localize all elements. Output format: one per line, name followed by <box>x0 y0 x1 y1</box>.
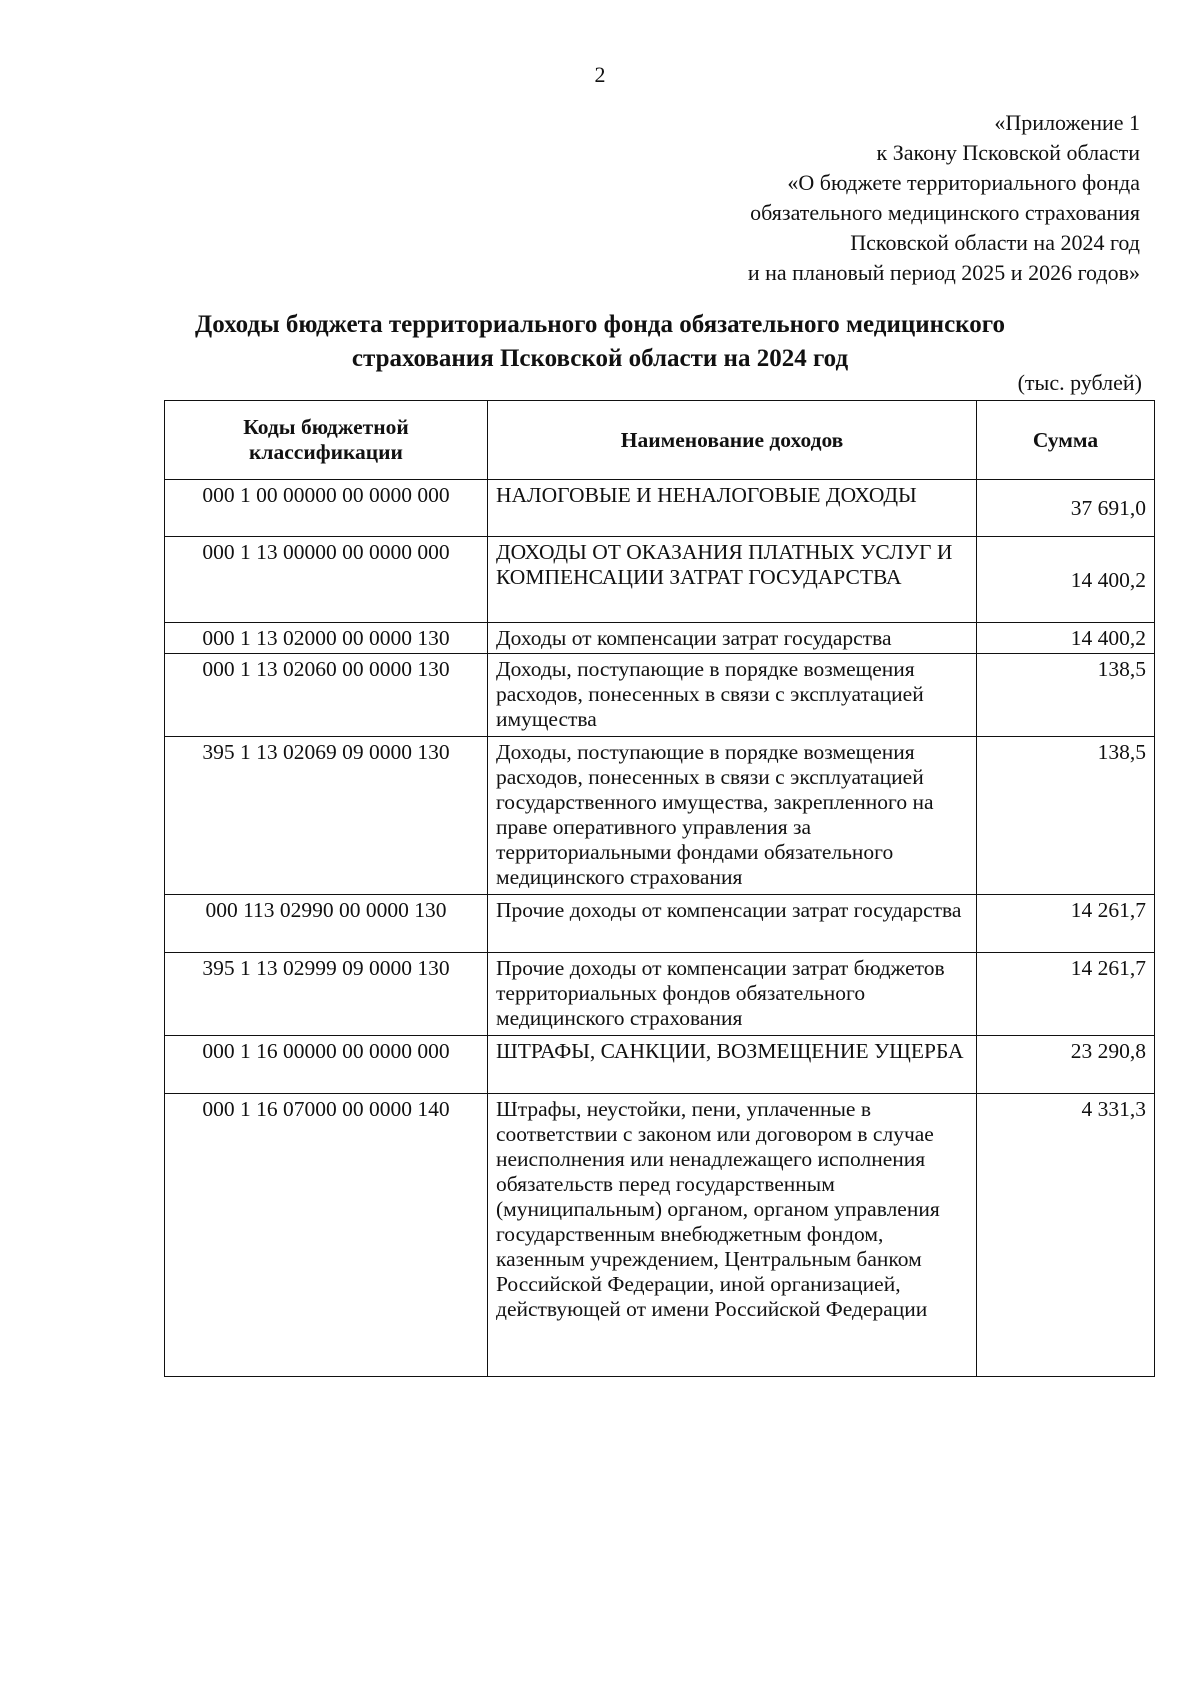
table-row <box>165 737 1155 895</box>
row-name: НАЛОГОВЫЕ И НЕНАЛОГОВЫЕ ДОХОДЫ <box>488 480 977 537</box>
row-sum: 14 261,7 <box>977 953 1155 1036</box>
table-row <box>165 895 1155 953</box>
title-line: Доходы бюджета территориального фонда обязательного медицинского <box>195 311 1005 338</box>
row-sum: 138,5 <box>977 654 1155 737</box>
row-name: ШТРАФЫ, САНКЦИИ, ВОЗМЕЩЕНИЕ УЩЕРБА <box>488 1036 977 1094</box>
row-code: 000 1 16 00000 00 0000 000 <box>165 1036 488 1094</box>
row-code: 000 1 13 02000 00 0000 130 <box>165 623 488 654</box>
row-sum: 138,5 <box>977 737 1155 895</box>
appendix-line: обязательного медицинского страхования <box>750 200 1140 225</box>
row-sum: 4 331,3 <box>977 1094 1155 1377</box>
page-number: 2 <box>594 62 606 87</box>
appendix-line: «О бюджете территориального фонда <box>787 170 1140 195</box>
row-code: 000 1 13 02060 00 0000 130 <box>165 654 488 737</box>
table-header-row <box>165 401 1155 480</box>
row-sum: 14 400,2 <box>977 623 1155 654</box>
table-row <box>165 953 1155 1036</box>
table-row <box>165 1036 1155 1094</box>
row-name: Доходы, поступающие в порядке возмещения расходов, понесенных в связи с эксплуатацией имущества <box>488 654 977 737</box>
document-title <box>120 308 1080 376</box>
row-sum: 14 261,7 <box>977 895 1155 953</box>
units-label: (тыс. рублей) <box>1017 370 1142 395</box>
row-code: 395 1 13 02999 09 0000 130 <box>165 953 488 1036</box>
table-row <box>165 480 1155 537</box>
row-name: ДОХОДЫ ОТ ОКАЗАНИЯ ПЛАТНЫХ УСЛУГ И КОМПЕНСАЦИИ ЗАТРАТ ГОСУДАРСТВА <box>488 537 977 623</box>
title-line: страхования Псковской области на 2024 год <box>351 345 849 372</box>
row-sum: 23 290,8 <box>977 1036 1155 1094</box>
header-code: Коды бюджетной классификации <box>165 401 488 480</box>
row-name: Доходы от компенсации затрат государства <box>488 623 977 654</box>
table-row <box>165 623 1155 654</box>
row-name: Штрафы, неустойки, пени, уплаченные в соответствии с законом или договором в случае неисполнения или ненадлежащего исполнения обязательств перед государственным (муниципальным) органом, органом управления государственным внебюджетным фондом, казенным учреждением, Центральным банком Российской Федерации, иной организацией, действующей от имени Российской Федерации <box>488 1094 977 1377</box>
row-code: 000 113 02990 00 0000 130 <box>165 895 488 953</box>
income-table <box>164 400 1155 1377</box>
table-row <box>165 654 1155 737</box>
appendix-line: и на плановый период 2025 и 2026 годов» <box>747 260 1140 285</box>
appendix-header <box>748 108 1140 288</box>
row-code: 000 1 16 07000 00 0000 140 <box>165 1094 488 1377</box>
appendix-line: «Приложение 1 <box>994 110 1140 135</box>
header-sum: Сумма <box>977 401 1155 480</box>
appendix-line: Псковской области на 2024 год <box>850 230 1140 255</box>
row-name: Доходы, поступающие в порядке возмещения расходов, понесенных в связи с эксплуатацией государственного имущества, закрепленного на праве оперативного управления за территориальными фондами обязательного медицинского страхования <box>488 737 977 895</box>
appendix-line: к Закону Псковской области <box>876 140 1140 165</box>
row-code: 000 1 13 00000 00 0000 000 <box>165 537 488 623</box>
table-row <box>165 1094 1155 1377</box>
row-sum: 37 691,0 <box>977 480 1155 537</box>
row-code: 000 1 00 00000 00 0000 000 <box>165 480 488 537</box>
row-sum: 14 400,2 <box>977 537 1155 623</box>
header-name: Наименование доходов <box>488 401 977 480</box>
row-name: Прочие доходы от компенсации затрат бюджетов территориальных фондов обязательного медицинского страхования <box>488 953 977 1036</box>
row-name: Прочие доходы от компенсации затрат государства <box>488 895 977 953</box>
row-code: 395 1 13 02069 09 0000 130 <box>165 737 488 895</box>
table-row <box>165 537 1155 623</box>
